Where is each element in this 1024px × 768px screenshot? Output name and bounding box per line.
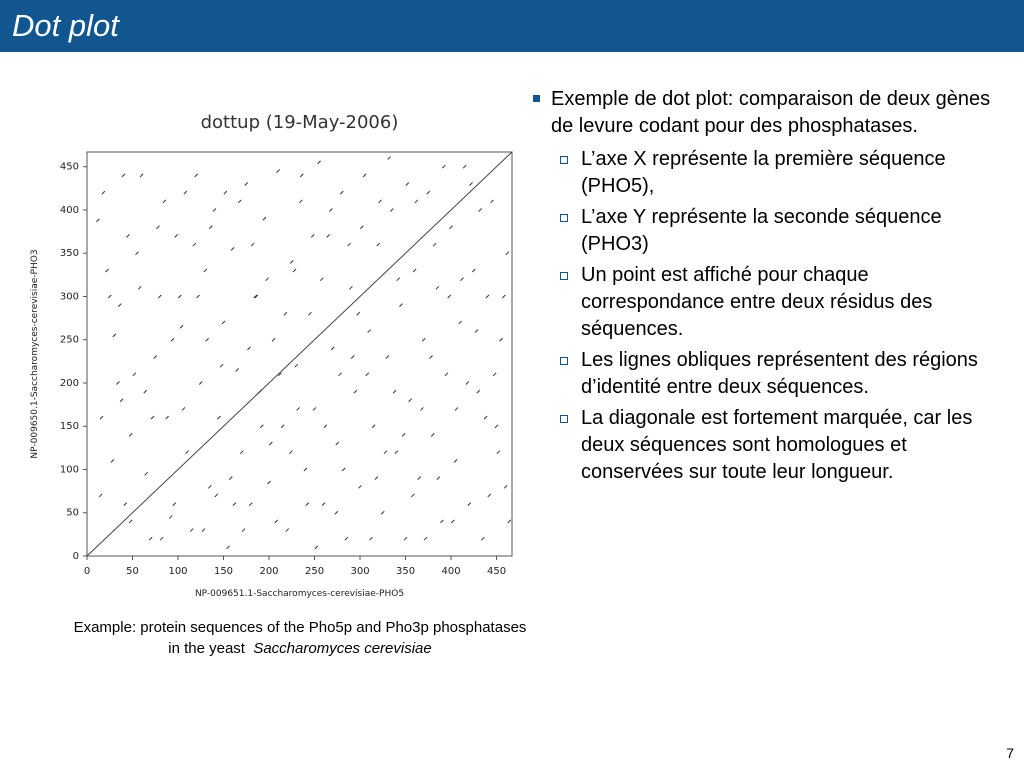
- data-point: [397, 278, 400, 281]
- page-number: 7: [1006, 745, 1014, 761]
- data-point: [320, 278, 323, 281]
- chart-title: dottup (19-May-2006): [200, 112, 399, 133]
- data-point: [199, 381, 202, 384]
- data-point: [388, 157, 391, 160]
- data-point: [197, 295, 200, 298]
- data-point: [315, 546, 318, 549]
- dot-plot-svg: [25, 100, 525, 605]
- data-point: [422, 338, 425, 341]
- data-point: [245, 183, 248, 186]
- data-point: [129, 433, 132, 436]
- data-point: [486, 295, 489, 298]
- bullet-main-text: Exemple de dot plot: comparaison de deux gènes de levure codant pour des phosphatases.: [551, 88, 991, 137]
- data-point: [466, 381, 469, 384]
- data-point: [368, 330, 371, 333]
- data-point: [481, 537, 484, 540]
- data-point: [318, 161, 321, 164]
- data-point: [116, 381, 119, 384]
- data-point: [348, 243, 351, 246]
- data-point: [171, 338, 174, 341]
- diagonal-line: [87, 152, 512, 556]
- data-point: [224, 191, 227, 194]
- data-point: [475, 330, 478, 333]
- data-point: [275, 520, 278, 523]
- y-tick-label: 100: [59, 464, 79, 476]
- data-point: [377, 243, 380, 246]
- data-point: [240, 451, 243, 454]
- data-point: [144, 390, 147, 393]
- data-point: [311, 234, 314, 237]
- data-point: [233, 503, 236, 506]
- data-point: [180, 325, 183, 328]
- x-tick-label: 350: [395, 566, 416, 577]
- data-point: [379, 200, 382, 203]
- data-point: [393, 390, 396, 393]
- data-point: [424, 537, 427, 540]
- data-point: [304, 468, 307, 471]
- data-point: [431, 433, 434, 436]
- data-point: [433, 243, 436, 246]
- y-tick-label: 200: [59, 377, 79, 389]
- data-point: [436, 286, 439, 289]
- data-point: [460, 278, 463, 281]
- hollow-square-bullet-icon: [560, 272, 568, 280]
- slide-title: Dot plot: [12, 8, 119, 43]
- data-point: [472, 269, 475, 272]
- data-point: [493, 373, 496, 376]
- caption-line-2-prefix: in the yeast: [168, 640, 245, 657]
- data-point: [448, 295, 451, 298]
- data-point: [445, 373, 448, 376]
- data-point: [151, 416, 154, 419]
- bullet-main: [533, 86, 1003, 140]
- data-point: [238, 200, 241, 203]
- data-point: [229, 477, 232, 480]
- sub-bullet-text: Un point est affiché pour chaque correspondance entre deux résidus des séquences.: [581, 264, 933, 340]
- data-point: [418, 477, 421, 480]
- data-point: [357, 312, 360, 315]
- data-point: [442, 165, 445, 168]
- hollow-square-bullet-icon: [560, 156, 568, 164]
- data-point: [386, 356, 389, 359]
- data-point: [500, 338, 503, 341]
- data-point: [289, 451, 292, 454]
- data-point: [413, 269, 416, 272]
- caption-line-1: Example: protein sequences of the Pho5p and Pho3p phosphatases: [73, 619, 527, 636]
- dot-plot-figure: [25, 100, 525, 605]
- sub-bullet-4: [533, 347, 1003, 401]
- data-point: [342, 468, 345, 471]
- x-tick-label: 300: [350, 566, 370, 577]
- data-point: [163, 200, 166, 203]
- data-point: [182, 407, 185, 410]
- data-point: [113, 334, 116, 337]
- square-bullet-icon: [533, 95, 540, 102]
- data-point: [160, 537, 163, 540]
- data-point: [349, 286, 352, 289]
- data-point: [281, 425, 284, 428]
- data-point: [345, 537, 348, 540]
- data-point: [324, 425, 327, 428]
- data-point: [260, 425, 263, 428]
- data-point: [269, 442, 272, 445]
- data-point: [366, 373, 369, 376]
- data-point: [479, 208, 482, 211]
- data-point: [242, 529, 245, 532]
- data-point: [406, 183, 409, 186]
- hollow-square-bullet-icon: [560, 415, 568, 423]
- data-point: [360, 226, 363, 229]
- y-tick-label: 300: [59, 291, 79, 303]
- bullet-list: [533, 86, 1003, 490]
- data-point: [190, 529, 193, 532]
- data-point: [451, 520, 454, 523]
- data-point: [495, 425, 498, 428]
- data-point: [420, 407, 423, 410]
- data-point: [351, 356, 354, 359]
- data-point: [384, 451, 387, 454]
- data-point: [138, 286, 141, 289]
- data-point: [497, 451, 500, 454]
- sub-bullet-1: [533, 146, 1003, 200]
- data-point: [249, 503, 252, 506]
- data-point: [133, 373, 136, 376]
- data-point: [213, 208, 216, 211]
- data-point: [411, 494, 414, 497]
- data-point: [145, 472, 148, 475]
- data-point: [455, 407, 458, 410]
- x-tick-label: 200: [259, 566, 279, 577]
- data-point: [372, 425, 375, 428]
- data-point: [126, 234, 129, 237]
- data-point: [120, 399, 123, 402]
- data-point: [338, 373, 341, 376]
- data-point: [149, 537, 152, 540]
- data-point: [327, 234, 330, 237]
- data-point: [484, 416, 487, 419]
- x-tick-label: 250: [304, 566, 325, 577]
- data-point: [217, 416, 220, 419]
- x-tick-label: 150: [213, 566, 234, 577]
- data-point: [99, 494, 102, 497]
- data-point: [118, 304, 121, 307]
- data-point: [208, 485, 211, 488]
- y-tick-label: 450: [59, 161, 79, 173]
- data-point: [506, 252, 509, 255]
- data-point: [300, 174, 303, 177]
- data-point: [306, 503, 309, 506]
- data-point: [277, 170, 280, 173]
- x-tick-label: 100: [168, 566, 188, 577]
- y-tick-label: 150: [59, 421, 79, 433]
- data-point: [299, 200, 302, 203]
- data-point: [322, 503, 325, 506]
- data-point: [169, 516, 172, 519]
- data-point: [206, 338, 209, 341]
- data-point: [284, 312, 287, 315]
- x-tick-label: 450: [486, 566, 507, 577]
- data-point: [247, 347, 250, 350]
- caption-species: Saccharomyces cerevisiae: [253, 640, 432, 657]
- data-point: [459, 321, 462, 324]
- sub-bullet-text: L’axe X représente la première séquence (PHO5),: [581, 148, 946, 197]
- data-point: [508, 520, 511, 523]
- data-point: [140, 174, 143, 177]
- data-point: [236, 369, 239, 372]
- data-point: [156, 226, 159, 229]
- data-point: [272, 338, 275, 341]
- data-point: [390, 208, 393, 211]
- data-point: [154, 356, 157, 359]
- y-tick-label: 400: [59, 204, 79, 216]
- data-point: [402, 433, 405, 436]
- sub-bullet-text: Les lignes obliques représentent des régions d’identité entre deux séquences.: [581, 349, 978, 398]
- data-point: [504, 485, 507, 488]
- slide-header: [0, 0, 1024, 52]
- data-point: [381, 511, 384, 514]
- data-point: [295, 364, 298, 367]
- sub-bullet-2: [533, 204, 1003, 258]
- data-point: [313, 407, 316, 410]
- x-tick-label: 50: [126, 566, 139, 577]
- data-point: [297, 407, 300, 410]
- y-tick-label: 250: [59, 334, 79, 346]
- data-point: [399, 304, 402, 307]
- data-point: [293, 269, 296, 272]
- data-point: [340, 191, 343, 194]
- x-tick-label: 0: [83, 566, 91, 577]
- data-point: [178, 295, 181, 298]
- data-point: [409, 399, 412, 402]
- data-point: [202, 529, 205, 532]
- data-point: [102, 191, 105, 194]
- sub-bullet-text: L’axe Y représente la seconde séquence (PHO3): [581, 206, 942, 255]
- data-point: [186, 451, 189, 454]
- data-point: [96, 219, 99, 222]
- data-point: [266, 278, 269, 281]
- data-point: [231, 247, 234, 250]
- y-tick-label: 0: [72, 551, 79, 562]
- data-point: [204, 269, 207, 272]
- data-point: [463, 165, 466, 168]
- data-point: [329, 208, 332, 211]
- data-point: [175, 234, 178, 237]
- data-point: [395, 451, 398, 454]
- data-point: [308, 312, 311, 315]
- data-point: [354, 390, 357, 393]
- data-point: [136, 252, 139, 255]
- data-point: [129, 520, 132, 523]
- data-point: [359, 485, 362, 488]
- data-point: [502, 295, 505, 298]
- data-point: [268, 481, 271, 484]
- data-point: [336, 442, 339, 445]
- x-tick-label: 400: [441, 566, 461, 577]
- y-tick-label: 50: [66, 507, 79, 519]
- data-point: [251, 243, 254, 246]
- data-point: [124, 503, 127, 506]
- data-point: [454, 459, 457, 462]
- data-point: [415, 200, 418, 203]
- data-point: [430, 356, 433, 359]
- data-point: [195, 174, 198, 177]
- x-axis-label: NP-009651.1-Saccharomyces-cerevisiae-PHO5: [194, 589, 405, 599]
- data-point: [122, 174, 125, 177]
- data-point: [215, 494, 218, 497]
- sub-bullet-3: [533, 262, 1003, 343]
- data-point: [440, 520, 443, 523]
- data-point: [222, 321, 225, 324]
- data-point: [106, 269, 109, 272]
- data-point: [363, 174, 366, 177]
- data-point: [108, 295, 111, 298]
- data-point: [263, 217, 266, 220]
- data-point: [490, 200, 493, 203]
- figure-caption: [30, 617, 570, 659]
- y-tick-label: 350: [59, 248, 79, 260]
- data-point: [335, 511, 338, 514]
- data-point: [437, 477, 440, 480]
- data-point: [331, 347, 334, 350]
- hollow-square-bullet-icon: [560, 357, 568, 365]
- caption-line-2: [30, 638, 570, 659]
- data-point: [404, 537, 407, 540]
- sub-bullet-text: La diagonale est fortement marquée, car les deux séquences sont homologues et conservées sur toute leur longueur.: [581, 407, 973, 483]
- data-point: [290, 260, 293, 263]
- data-point: [477, 390, 480, 393]
- data-point: [193, 243, 196, 246]
- data-point: [166, 416, 169, 419]
- y-axis-label: NP-009650.1-Saccharomyces-cerevisiae-PHO3: [30, 249, 40, 459]
- data-point: [184, 191, 187, 194]
- data-point: [375, 477, 378, 480]
- data-point: [369, 537, 372, 540]
- hollow-square-bullet-icon: [560, 214, 568, 222]
- data-point: [286, 529, 289, 532]
- data-point: [158, 295, 161, 298]
- data-point: [227, 546, 230, 549]
- data-point: [100, 416, 103, 419]
- data-point: [488, 494, 491, 497]
- data-point: [258, 390, 261, 393]
- data-point: [427, 191, 430, 194]
- data-point: [470, 183, 473, 186]
- data-point: [111, 459, 114, 462]
- data-point: [220, 364, 223, 367]
- data-point: [173, 503, 176, 506]
- data-point: [450, 226, 453, 229]
- data-point: [468, 503, 471, 506]
- data-point: [209, 226, 212, 229]
- sub-bullet-5: [533, 405, 1003, 486]
